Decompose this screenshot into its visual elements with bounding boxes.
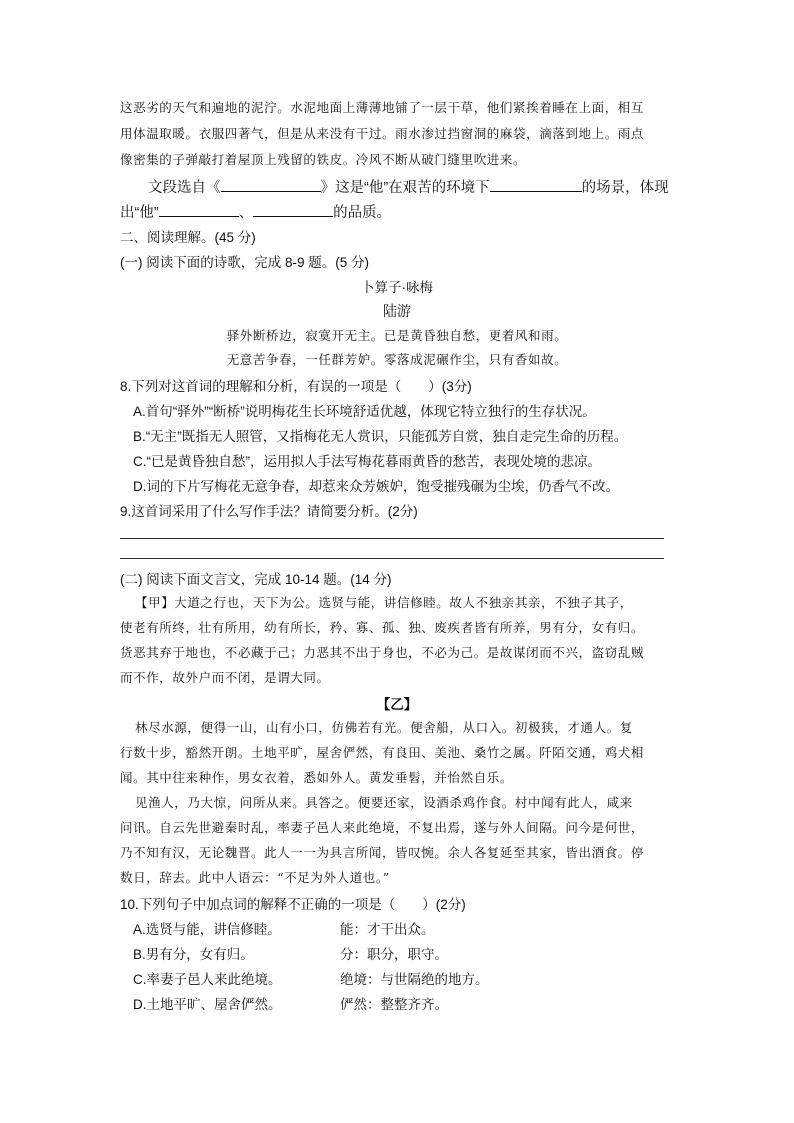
fill-text: 的品质。 xyxy=(333,205,392,221)
answer-blank[interactable] xyxy=(253,202,333,217)
answer-blank[interactable] xyxy=(221,177,321,192)
fill-text: 的场景，体现 xyxy=(581,180,669,196)
jia-line: 而不作，故外户而不闭，是谓大同。 xyxy=(120,670,330,685)
q10-option-a-note: 能：才干出众。 xyxy=(340,922,435,937)
yi-line: 乃不知有汉，无论魏晋。此人一一为具言所闻，皆叹惋。余人各复延至其家，皆出酒食。停 xyxy=(120,845,645,860)
answer-blank[interactable] xyxy=(490,177,582,192)
poem-title: 卜算子·咏梅 xyxy=(361,280,433,295)
subsection-heading: (一) 阅读下面的诗歌，完成 8-9 题。(5 分) xyxy=(120,255,370,270)
jia-line: 【甲】大道之行也，天下为公。选贤与能，讲信修睦。故人不独亲其亲，不独子其子， xyxy=(135,595,633,610)
subsection-heading: (二) 阅读下面文言文，完成 10-14 题。(14 分) xyxy=(120,572,392,587)
q10-option-b[interactable]: B.男有分，女有归。 xyxy=(133,947,254,962)
poem-line: 无意苦争春，一任群芳妒。零落成泥碾作尘，只有香如故。 xyxy=(226,352,568,367)
question-9-stem: 9.这首词采用了什么写作手法？请简要分析。(2分) xyxy=(120,504,418,519)
fill-text: 、 xyxy=(238,205,254,221)
yi-line: 林尽水源，便得一山，山有小口，仿佛若有光。便舍船，从口入。初极狭，才通人。复 xyxy=(135,720,633,735)
passage-line: 像密集的子弹敲打着屋顶上残留的铁皮。冷风不断从破门缝里吹进来。 xyxy=(120,152,527,167)
q10-option-b-note: 分：职分，职守。 xyxy=(340,947,448,962)
q8-option-c[interactable]: C.“已是黄昏独自愁”，运用拟人手法写梅花暮雨黄昏的愁苦，表现处境的悲凉。 xyxy=(133,454,601,469)
passage-line: 这恶劣的天气和遍地的泥泞。水泥地面上薄薄地铺了一层干草，他们紧挨着睡在上面，相互 xyxy=(120,100,645,115)
yi-line: 数日，辞去。此中人语云：“不足为外人道也。” xyxy=(120,870,390,885)
yi-heading: 【乙】 xyxy=(376,697,418,712)
passage-line: 用体温取暖。衣服四著气，但是从来没有干过。雨水渗过挡窗洞的麻袋，滴落到地上。雨点 xyxy=(120,126,645,141)
q10-option-d[interactable]: D.土地平旷、屋舍俨然。 xyxy=(133,997,282,1012)
q10-option-a[interactable]: A.选贤与能，讲信修睦。 xyxy=(133,922,281,937)
fill-text: 》这是“他”在艰苦的环境下 xyxy=(320,180,490,196)
q10-option-d-note: 俨然：整整齐齐。 xyxy=(340,997,448,1012)
poem-line: 驿外断桥边，寂寞开无主。已是黄昏独自愁，更着风和雨。 xyxy=(226,328,568,343)
yi-line: 行数十步，豁然开朗。土地平旷，屋舍俨然，有良田、美池、桑竹之属。阡陌交通，鸡犬相 xyxy=(120,745,645,760)
question-10-stem: 10.下列句子中加点词的解释不正确的一项是（ ）(2分) xyxy=(120,897,466,912)
q8-option-a[interactable]: A.首句“驿外”“断桥”说明梅花生长环境舒适优越，体现它特立独行的生存状况。 xyxy=(133,404,596,419)
answer-blank[interactable] xyxy=(159,202,239,217)
question-8-stem: 8.下列对这首词的理解和分析，有误的一项是（ ）(3分) xyxy=(120,379,472,394)
answer-line[interactable] xyxy=(120,538,664,539)
fill-text: 文段选自《 xyxy=(148,180,221,196)
jia-line: 货恶其弃于地也，不必藏于己；力恶其不出于身也，不必为己。是故谋闭而不兴，盗窃乱贼 xyxy=(120,645,645,660)
answer-line[interactable] xyxy=(120,558,664,559)
q8-option-d[interactable]: D.词的下片写梅花无意争春，却惹来众芳嫉妒，饱受摧残碾为尘埃，仍香气不改。 xyxy=(133,479,619,494)
fill-question-line1 xyxy=(148,176,669,197)
yi-line: 见渔人，乃大惊，问所从来。具答之。便要还家，设酒杀鸡作食。村中闻有此人，咸来 xyxy=(135,795,633,810)
yi-line: 闻。其中往来种作，男女衣着，悉如外人。黄发垂髫，并怡然自乐。 xyxy=(120,770,514,785)
q8-option-b[interactable]: B.“无主”既指无人照管，又指梅花无人赏识，只能孤芳自赏，独自走完生命的历程。 xyxy=(133,429,628,444)
yi-line: 问讯。自云先世避秦时乱，率妻子邑人来此绝境，不复出焉，遂与外人间隔。问今是何世， xyxy=(120,820,645,835)
section-heading: 二、阅读理解。(45 分) xyxy=(120,230,256,245)
poem-author: 陆游 xyxy=(383,303,411,319)
jia-line: 使老有所终，壮有所用，幼有所长，矜、寡、孤、独、废疾者皆有所养，男有分，女有归。 xyxy=(120,620,645,635)
fill-question-line2 xyxy=(120,201,391,222)
q10-option-c[interactable]: C.率妻子邑人来此绝境。 xyxy=(133,972,282,987)
fill-text: 出“他” xyxy=(120,205,159,221)
q10-option-c-note: 绝境：与世隔绝的地方。 xyxy=(340,972,489,987)
